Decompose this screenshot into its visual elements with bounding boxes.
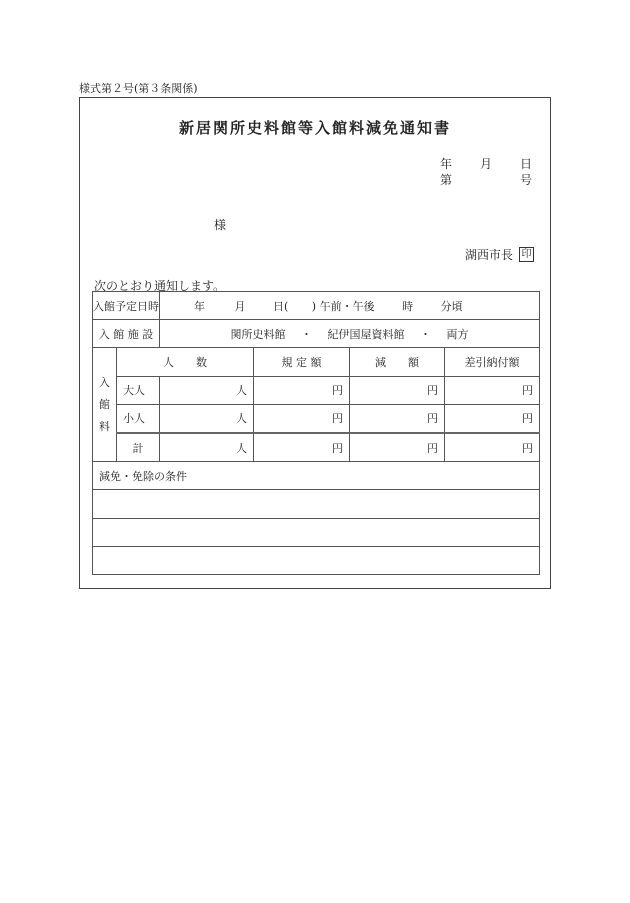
table-row <box>93 404 540 433</box>
schedule-ampm: 午前・午後 <box>319 299 375 313</box>
adult-standard-cell[interactable]: 円 <box>254 376 350 404</box>
schedule-label: 入館予定日時 <box>93 292 160 320</box>
table-row <box>93 433 540 462</box>
schedule-day: 日( <box>273 299 289 313</box>
adult-count-cell[interactable]: 人 <box>160 376 254 404</box>
conditions-line <box>93 546 540 574</box>
child-net-cell[interactable]: 円 <box>445 404 540 433</box>
facility-options-cell[interactable] <box>160 320 540 348</box>
facility-separator: ・ <box>301 327 313 341</box>
child-reduction-cell[interactable]: 円 <box>350 404 445 433</box>
schedule-row <box>93 292 540 320</box>
schedule-close-paren: ) <box>311 299 317 313</box>
adult-net-cell[interactable]: 円 <box>445 376 540 404</box>
intro-text: 次のとおり通知します。 <box>94 279 226 293</box>
sender-title: 湖西市長 <box>464 248 513 262</box>
header-count: 人 数 <box>117 348 254 376</box>
header-standard-fee: 規 定 額 <box>254 348 350 376</box>
number-line <box>440 171 532 188</box>
conditions-line <box>93 518 540 546</box>
form-number: 様式第２号(第３条関係) <box>79 82 198 95</box>
schedule-value-cell[interactable] <box>160 292 540 320</box>
total-count-cell[interactable]: 人 <box>160 433 254 462</box>
facility-option-sekisho[interactable]: 関所史料館 <box>230 327 286 341</box>
table-row <box>93 376 540 404</box>
document-frame <box>79 97 551 589</box>
facility-label: 入 館 施 設 <box>93 320 160 348</box>
fee-header-row <box>93 348 540 376</box>
total-net-cell[interactable]: 円 <box>445 433 540 462</box>
conditions-label: 減免・免除の条件 <box>93 462 540 490</box>
schedule-minute: 分頃 <box>440 299 463 313</box>
schedule-year: 年 <box>194 299 205 313</box>
row-label-adult: 大人 <box>117 376 160 404</box>
facility-option-both[interactable]: 両方 <box>446 327 469 341</box>
date-line <box>440 155 532 172</box>
row-label-total: 計 <box>117 433 160 462</box>
date-year-label: 年 <box>439 157 452 171</box>
conditions-input-line[interactable] <box>93 546 540 574</box>
fee-reduction-table <box>92 291 540 575</box>
date-month-label: 月 <box>479 157 492 171</box>
facility-option-kinokuniya[interactable]: 紀伊国屋資料館 <box>327 327 405 341</box>
facility-row <box>93 320 540 348</box>
schedule-hour: 時 <box>402 299 414 313</box>
child-standard-cell[interactable]: 円 <box>254 404 350 433</box>
conditions-line <box>93 490 540 518</box>
conditions-input-line[interactable] <box>93 490 540 518</box>
document-title: 新居関所史料館等入館料減免通知書 <box>178 119 451 137</box>
conditions-input-line[interactable] <box>93 518 540 546</box>
header-reduction: 減 額 <box>350 348 445 376</box>
facility-separator: ・ <box>420 327 432 341</box>
addressee-suffix: 様 <box>214 218 227 232</box>
number-prefix: 第 <box>439 173 452 187</box>
admission-fee-section-label: 入 館 料 <box>93 348 117 462</box>
date-day-label: 日 <box>519 157 532 171</box>
number-suffix: 号 <box>519 173 532 187</box>
total-reduction-cell[interactable]: 円 <box>350 433 445 462</box>
header-net-payment: 差引納付額 <box>445 348 540 376</box>
adult-reduction-cell[interactable]: 円 <box>350 376 445 404</box>
sender-line <box>465 246 534 263</box>
child-count-cell[interactable]: 人 <box>160 404 254 433</box>
conditions-label-row <box>93 462 540 490</box>
total-standard-cell[interactable]: 円 <box>254 433 350 462</box>
row-label-child: 小人 <box>117 404 160 433</box>
seal-icon: 印 <box>519 247 534 262</box>
schedule-month: 月 <box>234 299 246 313</box>
